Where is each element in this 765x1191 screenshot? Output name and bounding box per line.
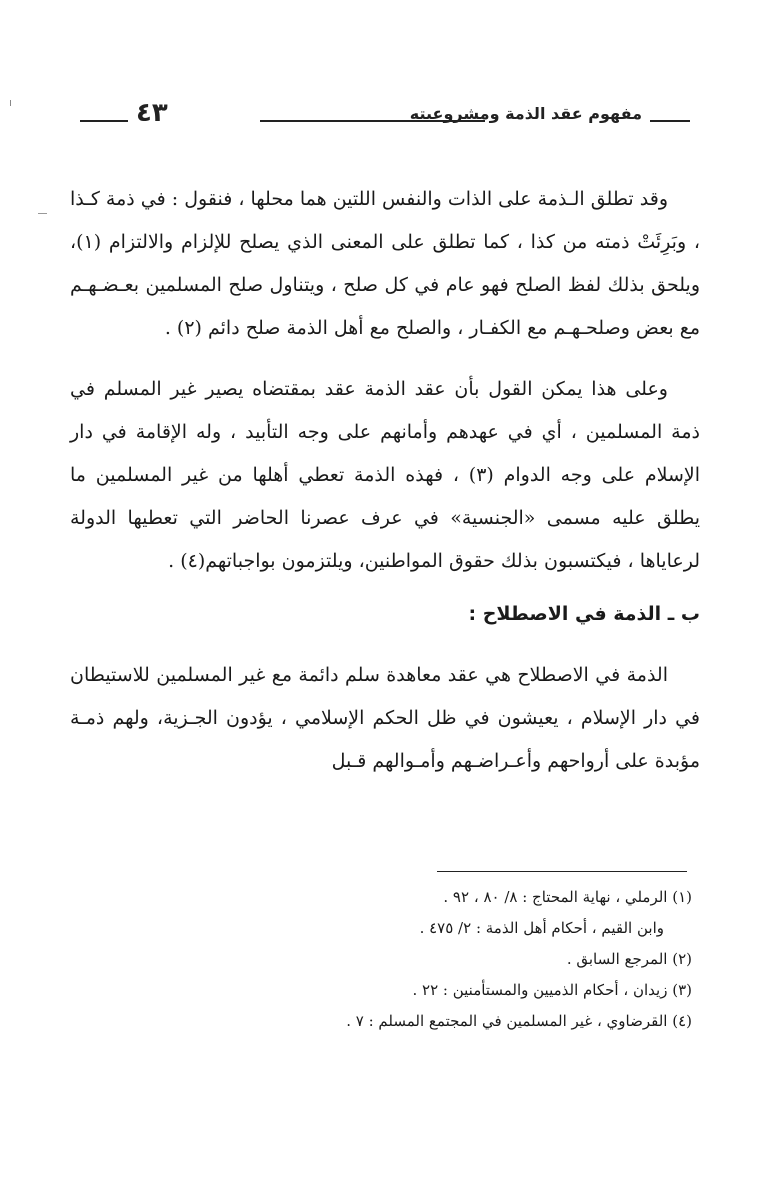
page-number: ٤٣: [136, 98, 168, 128]
footnote: (٢) المرجع السابق .: [566, 950, 692, 968]
margin-mark: [10, 100, 11, 106]
footnote-separator: [437, 871, 687, 872]
footnotes: [70, 882, 692, 1037]
paragraph: وقد تطلق الـذمة على الذات والنفس اللتين هما محلها ، فنقول : في ذمة كـذا ، وبَرِئَتْ ذمته من كذا ، كما تطلق على المعنى الذي يصلح للإلزام والالتزام (١)، ويلحق بذلك لفظ الصلح فهو عام في كل صلح ، ويتناول صلح المسلمين بعـضـهـم مع بعض وصلحـهـم مع الكفـار ، والصلح مع أهل الذمة صلح دائم (٢) .: [70, 188, 700, 339]
paragraph: وعلى هذا يمكن القول بأن عقد الذمة عقد بمقتضاه يصير غير المسلم في ذمة المسلمين ، أي في عهدهم وأمانهم على وجه التأبيد ، وله الإقامة في دار الإسلام على وجه الدوام (٣) ، فهذه الذمة تعطي أهلها من غير المسلمين ما يطلق عليه مسمى «الجنسية» في عرف عصرنا الحاضر التي تعطيها الدولة لرعاياها ، فيكتسبون بذلك حقوق المواطنين، ويلتزمون بواجباتهم(٤) .: [70, 378, 700, 572]
paragraph: الذمة في الاصطلاح هي عقد معاهدة سلم دائمة مع غير المسلمين للاستيطان في دار الإسلام ، يعيشون في ظل الحكم الإسلامي ، يؤدون الجـزية، ولهم ذمـة مؤبدة على أرواحهم وأعـراضـهم وأمـوالهم قـبل: [70, 664, 700, 772]
footnote: (٤) القرضاوي ، غير المسلمين في المجتمع المسلم : ٧ .: [346, 1012, 692, 1030]
margin-mark: [38, 213, 47, 214]
running-title: مفهوم عقد الذمة ومشروعيته: [409, 104, 642, 123]
footnote: (٣) زيدان ، أحكام الذميين والمستأمنين : ٢٢ .: [412, 981, 692, 999]
main-text: [70, 178, 700, 783]
header-rule: [650, 120, 690, 122]
section-heading: ب ـ الذمة في الاصطلاح :: [468, 603, 700, 625]
footnote: وابن القيم ، أحكام أهل الذمة : ٢/ ٤٧٥ .: [419, 919, 664, 937]
header-rule: [80, 120, 128, 122]
header-rule: [260, 120, 485, 122]
footnote: (١) الرملي ، نهاية المحتاج : ٨/ ٨٠ ، ٩٢ .: [443, 888, 692, 906]
page-header: [80, 100, 690, 140]
